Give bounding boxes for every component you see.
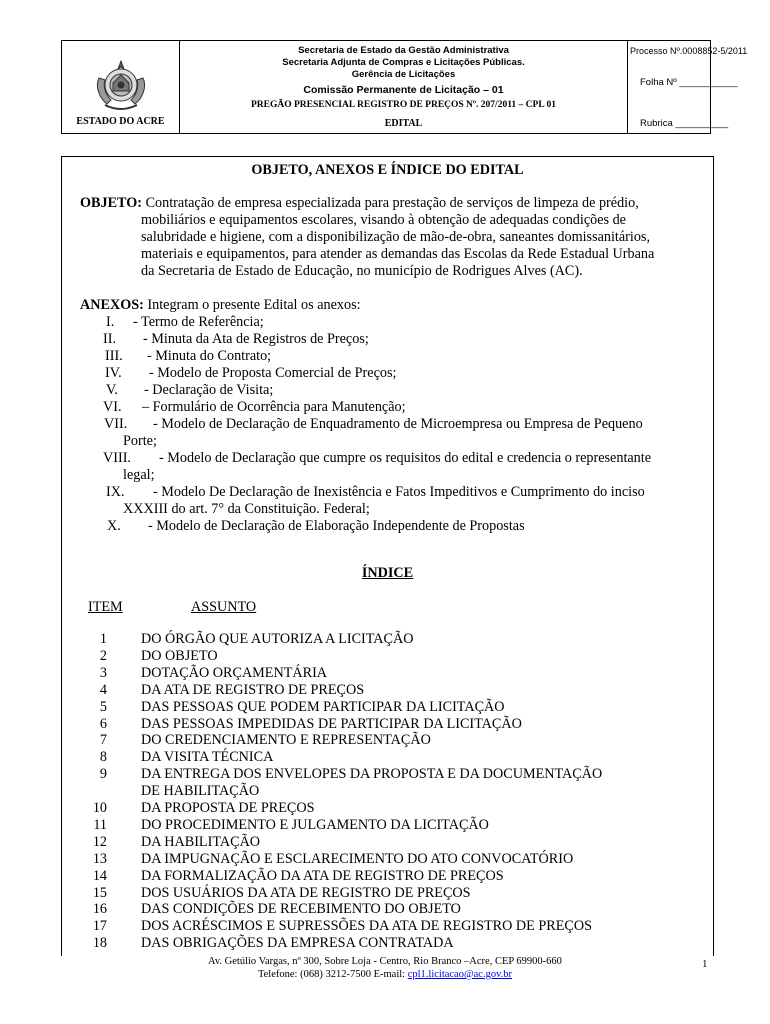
- anexo-number: IX.: [106, 484, 125, 500]
- indice-item-number: 5: [99, 698, 107, 715]
- footer-contact: [0, 969, 770, 980]
- indice-item-number: 9: [99, 766, 107, 783]
- footer-address: Av. Getúlio Vargas, nº 300, Sobre Loja - Centro, Rio Branco –Acre, CEP 69900-660: [208, 956, 562, 967]
- indice-item-number: 2: [99, 647, 107, 664]
- indice-item-number: 13: [92, 850, 107, 867]
- indice-item-number: 11: [93, 816, 107, 833]
- anexo-text: - Modelo de Proposta Comercial de Preços;: [149, 365, 397, 381]
- objeto-line: materiais e equipamentos, para atender as demandas das Escolas da Rede Estadual Urbana: [141, 246, 655, 262]
- content-box: [61, 156, 714, 956]
- indice-item-number: 4: [99, 681, 107, 698]
- anexo-number: IV.: [105, 365, 122, 381]
- anexo-text: - Minuta da Ata de Registros de Preços;: [143, 331, 369, 347]
- indice-item-number: 14: [92, 867, 107, 884]
- anexo-number: VII.: [104, 416, 128, 432]
- indice-item-number: 18: [92, 935, 107, 952]
- indice-item-subject: DOS ACRÉSCIMOS E SUPRESSÕES DA ATA DE REGISTRO DE PREÇOS: [141, 918, 592, 935]
- indice-item-number: 17: [92, 918, 107, 935]
- anexo-number: VIII.: [103, 450, 131, 466]
- anexo-number: I.: [106, 314, 115, 330]
- comissao-title: Comissão Permanente de Licitação – 01: [303, 84, 504, 96]
- header-logo-cell: [62, 41, 180, 133]
- anexos-intro: [80, 297, 361, 314]
- anexo-text: - Minuta do Contrato;: [147, 348, 272, 364]
- gerencia-title: Gerência de Licitações: [351, 69, 456, 80]
- indice-item-number: 12: [92, 833, 107, 850]
- anexos-label: ANEXOS:: [80, 297, 144, 313]
- header-title-cell: [180, 41, 628, 133]
- header-process-cell: [628, 41, 748, 133]
- anexo-number: X.: [107, 518, 121, 534]
- anexo-text: – Formulário de Ocorrência para Manutenção;: [142, 399, 406, 415]
- anexo-text: - Modelo de Declaração de Elaboração Independente de Propostas: [148, 518, 525, 534]
- objeto-text: Contratação de empresa especializada para prestação de serviços de limpeza de prédio,: [145, 195, 639, 211]
- objeto-line: salubridade e higiene, com a disponibilização de mão-de-obra, saneantes domissanitários,: [141, 229, 651, 245]
- indice-item-number: 1: [99, 631, 107, 647]
- indice-item-number: 10: [92, 800, 107, 816]
- secretaria-title: Secretaria de Estado da Gestão Administrativa: [298, 45, 509, 56]
- document-header: [61, 40, 748, 134]
- indice-item-subject: DAS PESSOAS QUE PODEM PARTICIPAR DA LICITAÇÃO: [141, 698, 505, 715]
- indice-item-subject: DAS PESSOAS IMPEDIDAS DE PARTICIPAR DA LICITAÇÃO: [141, 715, 522, 732]
- indice-item-number: 8: [99, 749, 107, 766]
- footer-phone: Telefone: (068) 3212-7500 E-mail:: [257, 969, 408, 980]
- indice-item-number: 7: [99, 732, 107, 749]
- anexo-number: V.: [106, 382, 118, 398]
- processo-number: Processo Nº.0008852-5/2011: [630, 46, 748, 56]
- indice-item-subject: DA HABILITAÇÃO: [141, 833, 261, 850]
- indice-item-subject: DAS CONDIÇÕES DE RECEBIMENTO DO OBJETO: [141, 901, 461, 918]
- indice-col-assunto: ASSUNTO: [191, 599, 257, 615]
- rubrica-field: Rubrica __________: [640, 118, 729, 129]
- indice-title: ÍNDICE: [361, 565, 414, 581]
- anexo-text-continued: Porte;: [123, 433, 157, 449]
- indice-item-number: 15: [92, 884, 107, 901]
- indice-item-subject: DA VISITA TÉCNICA: [141, 749, 274, 766]
- objeto-line: da Secretaria de Estado de Educação, no município de Rodrigues Alves (AC).: [141, 263, 583, 279]
- indice-item-subject-continued: DE HABILITAÇÃO: [141, 783, 260, 800]
- objeto-label: OBJETO:: [80, 195, 143, 211]
- state-coat-of-arms-icon: [93, 58, 149, 114]
- indice-item-subject: DOS USUÁRIOS DA ATA DE REGISTRO DE PREÇOS: [141, 884, 471, 901]
- indice-item-subject: DA PROPOSTA DE PREÇOS: [141, 800, 315, 816]
- footer-email-link[interactable]: cpl1.licitacao@ac.gov.br: [407, 969, 513, 980]
- indice-item-subject: DA ATA DE REGISTRO DE PREÇOS: [141, 681, 365, 698]
- indice-item-subject: DAS OBRIGAÇÕES DA EMPRESA CONTRATADA: [141, 935, 454, 952]
- section-title: OBJETO, ANEXOS E ÍNDICE DO EDITAL: [251, 162, 524, 178]
- estado-label: ESTADO DO ACRE: [76, 116, 165, 127]
- indice-item-subject: DO CREDENCIAMENTO E REPRESENTAÇÃO: [141, 732, 431, 749]
- indice-item-subject: DO ÓRGÃO QUE AUTORIZA A LICITAÇÃO: [141, 631, 414, 647]
- edital-title: EDITAL: [384, 118, 423, 129]
- indice-item-subject: DO OBJETO: [141, 647, 218, 664]
- indice-item-number: 6: [99, 715, 107, 732]
- anexo-number: III.: [105, 348, 123, 364]
- indice-item-number: 16: [92, 901, 107, 918]
- indice-col-item: ITEM: [88, 599, 123, 615]
- anexo-number: II.: [103, 331, 116, 347]
- objeto-line: mobiliários e equipamentos escolares, visando à obtenção de adequadas condições de: [141, 212, 626, 228]
- indice-item-number: 3: [99, 664, 107, 681]
- indice-item-subject: DOTAÇÃO ORÇAMENTÁRIA: [141, 664, 328, 681]
- anexos-intro-text: Integram o presente Edital os anexos:: [147, 297, 361, 313]
- indice-item-subject: DA IMPUGNAÇÃO E ESCLARECIMENTO DO ATO CONVOCATÓRIO: [141, 850, 574, 867]
- anexo-text: - Termo de Referência;: [133, 314, 264, 330]
- anexo-text: - Modelo de Declaração que cumpre os requisitos do edital e credencia o representante: [159, 450, 652, 466]
- indice-item-subject: DA ENTREGA DOS ENVELOPES DA PROPOSTA E DA DOCUMENTAÇÃO: [141, 766, 603, 783]
- anexo-text: - Declaração de Visita;: [144, 382, 274, 398]
- anexo-text: - Modelo de Declaração de Enquadramento de Microempresa ou Empresa de Pequeno: [153, 416, 643, 432]
- anexo-text-continued: legal;: [123, 467, 155, 483]
- anexo-text-continued: XXXIII do art. 7° da Constituição. Federal;: [123, 501, 370, 517]
- pregao-title: PREGÃO PRESENCIAL REGISTRO DE PREÇOS Nº. 207/2011 – CPL 01: [250, 100, 557, 110]
- folha-field: Folha Nº ___________: [640, 77, 738, 88]
- objeto-paragraph-first: [80, 195, 639, 212]
- anexo-number: VI.: [103, 399, 122, 415]
- page-number: 1: [702, 958, 708, 970]
- anexo-text: - Modelo De Declaração de Inexistência e Fatos Impeditivos e Cumprimento do inciso: [153, 484, 645, 500]
- secretaria-adjunta-title: Secretaria Adjunta de Compras e Licitações Públicas.: [282, 57, 525, 68]
- indice-item-subject: DA FORMALIZAÇÃO DA ATA DE REGISTRO DE PREÇOS: [141, 867, 504, 884]
- indice-item-subject: DO PROCEDIMENTO E JULGAMENTO DA LICITAÇÃO: [141, 816, 489, 833]
